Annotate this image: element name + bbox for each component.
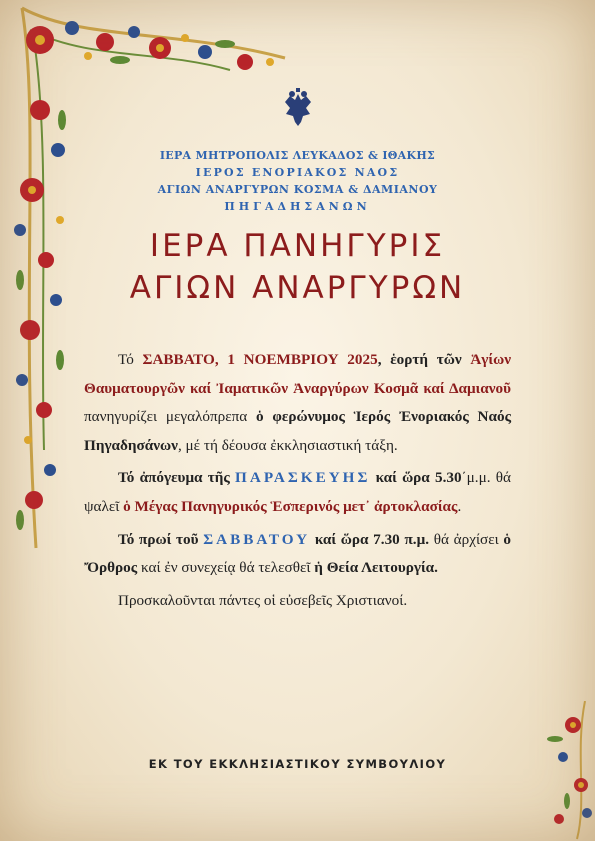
announcement-body [84,346,511,615]
orthros-time: καί ὥρα 7.30 π.μ. [310,530,429,548]
feast-date: ΣΑΒΒΑΤΟ, 1 ΝΟΕΜΒΡΙΟΥ 2025 [142,351,378,368]
p3-text: θά ἀρχίσει [429,530,504,548]
church-name-line: ΑΓΙΩΝ ΑΝΑΡΓΥΡΩΝ ΚΟΣΜΑ & ΔΑΜΙΑΝΟΥ [157,183,438,196]
paragraph-2 [84,464,511,521]
p1-text: , ἑορτή τῶν [377,351,471,368]
double-headed-eagle-icon [281,88,315,128]
p1-text: πανηγυρίζει μεγαλόπρεπα [84,408,257,426]
floral-corner-ornament-bottom-right [515,701,595,841]
p3-text: Τό πρωί τοῦ [118,530,204,548]
church-name: ὁ φερώνυμος Ἱερός Ἐνοριακός Ναός Πηγαδησάνων [84,408,512,454]
vespers-time: καί ὥρα 5.30 [370,469,462,487]
p1-text: Τό [118,351,143,368]
p1-text: , μέ τή δέουσα ἐκκλησιαστική τάξη. [177,436,398,454]
p2-text: ΄μ.μ. θά ψαλεῖ [84,469,511,515]
metropolis-line: ΙΕΡΑ ΜΗΤΡΟΠΟΛΙΣ ΛΕΥΚΑΔΟΣ & ΙΘΑΚΗΣ [159,149,436,162]
parish-church-line: ΙΕΡΟΣ ΕΝΟΡΙΑΚΟΣ ΝΑΟΣ [195,166,400,179]
liturgy-label: ἡ Θεία Λειτουργία. [314,559,438,577]
saturday-label: ΣΑΒΒΑΤΟΥ [203,530,311,548]
title-line-2: ΑΓΙΩΝ ΑΝΑΡΓΥΡΩΝ [129,270,466,306]
p2-text: Τό ἀπόγευμα τῆς [118,469,236,487]
council-signature: ΕΚ ΤΟΥ ΕΚΚΛΗΣΙΑΣΤΙΚΟΥ ΣΥΜΒΟΥΛΙΟΥ [148,757,447,771]
p2-text: . [457,497,462,515]
vespers-service: ὁ Μέγας Πανηγυρικός Ἑσπερινός μετ᾽ ἀρτοκλασίας [123,497,458,515]
title-line-1: ΙΕΡΑ ΠΑΝΗΓΥΡΙΣ [149,228,446,264]
p3-text: καί ἐν συνεχείᾳ θά τελεσθεῖ [137,559,315,577]
paragraph-1 [84,346,511,460]
paragraph-4: Προσκαλοῦνται πάντες οἱ εὐσεβεῖς Χριστιανοί. [118,591,408,609]
village-line: ΠΗΓΑΔΗΣΑΝΩΝ [224,200,371,213]
friday-label: ΠΑΡΑΣΚΕΥΗΣ [235,469,371,487]
saints-name: Ἁγίων Θαυματουργῶν καί Ἰαματικῶν Ἀναργύρων Κοσμᾶ καί Δαμιανοῦ [84,351,511,397]
orthros-label: ὁ Ὄρθρος [84,530,511,577]
paragraph-3 [84,526,511,583]
